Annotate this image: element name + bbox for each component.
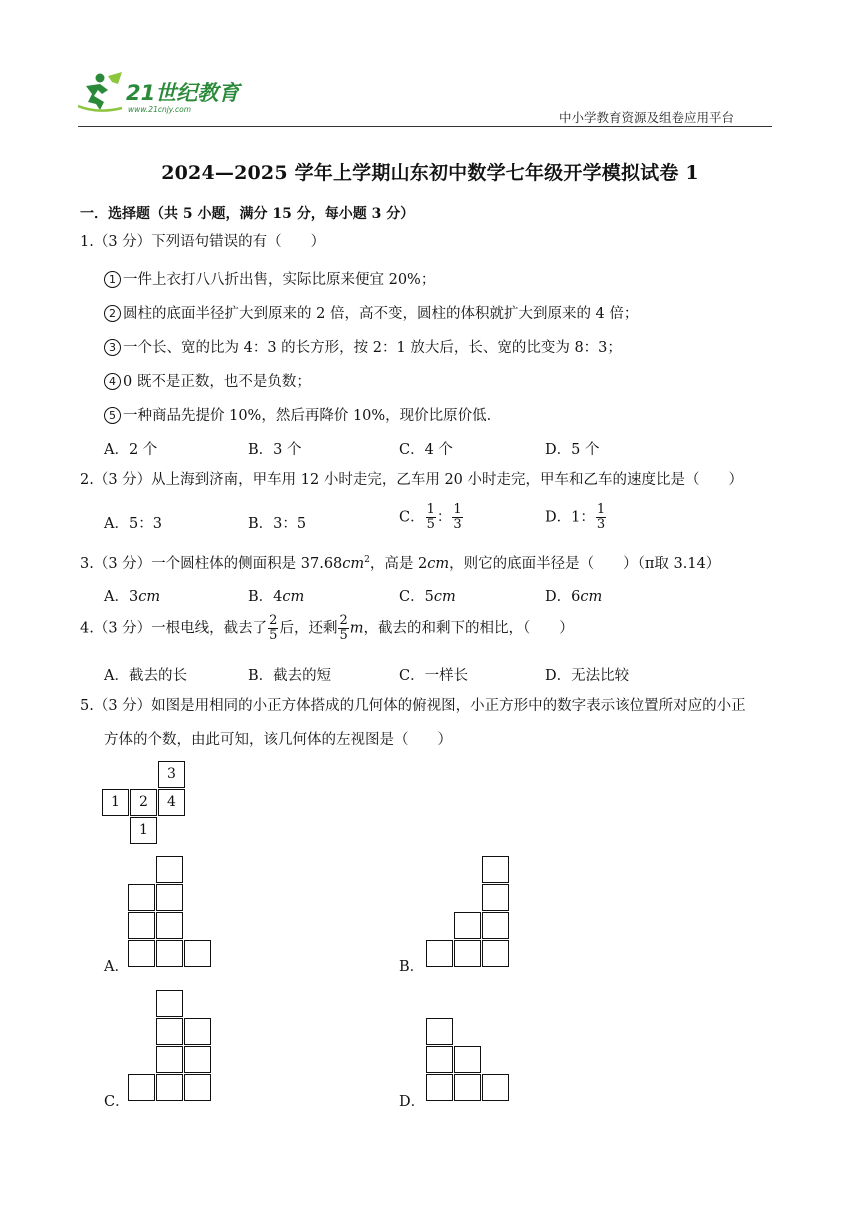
view-square — [156, 912, 183, 939]
q4-stem-part: 后，还剩 — [279, 620, 338, 637]
section-heading: 一．选择题（共 5 小题，满分 15 分，每小题 3 分） — [80, 206, 415, 222]
runner-icon — [78, 72, 122, 111]
option-label: D．1： — [545, 509, 595, 526]
view-square — [454, 1074, 481, 1101]
view-square — [454, 940, 481, 967]
numerator: 1 — [426, 502, 435, 517]
grid-cell: 3 — [158, 761, 185, 788]
superscript: 2 — [364, 555, 370, 565]
logo-main-text: 21世纪教育 — [126, 81, 240, 105]
unit: cm — [138, 589, 161, 605]
unit: cm — [580, 589, 603, 605]
view-square — [454, 912, 481, 939]
view-square — [184, 1046, 211, 1073]
logo-url-text: www.21cnjy.com — [128, 105, 192, 114]
unit: cm — [433, 589, 456, 605]
q1-item-2 — [104, 302, 638, 323]
view-square — [454, 1046, 481, 1073]
q2-option-c[interactable] — [399, 503, 464, 532]
unit: m — [349, 620, 364, 637]
q1-item-3 — [104, 336, 622, 357]
view-square — [426, 1046, 453, 1073]
q1-item-1 — [104, 268, 435, 289]
view-square — [156, 940, 183, 967]
unit: cm — [282, 589, 305, 605]
page-title: 2024—2025 学年上学期山东初中数学七年级开学模拟试卷 1 — [161, 162, 699, 184]
q2-option-a[interactable]: A．5：3 — [104, 516, 162, 532]
q1-item-5 — [104, 404, 501, 425]
q5-option-b-label[interactable]: B． — [399, 959, 425, 975]
q3-stem — [80, 550, 720, 574]
view-square — [482, 1074, 509, 1101]
fraction — [452, 503, 462, 532]
view-square — [482, 856, 509, 883]
view-square — [156, 1018, 183, 1045]
q1-item-text: 一种商品先提价 10%，然后再降价 10%，现价比原价低． — [123, 408, 502, 424]
top-view-grid — [102, 761, 186, 845]
q3-option-c[interactable] — [399, 585, 456, 606]
q4-option-a[interactable]: A．截去的长 — [104, 668, 187, 684]
circled-number: 2 — [104, 305, 121, 322]
option-label: B．4 — [248, 589, 283, 605]
fraction — [426, 503, 436, 532]
circled-number: 3 — [104, 339, 121, 356]
platform-name: 中小学教育资源及组卷应用平台 — [558, 110, 734, 125]
circled-number: 5 — [104, 407, 121, 424]
q3-stem-part: ，则它的底面半径是（ ）（π取 3.14） — [449, 555, 721, 572]
q3-stem-part: 3.（3 分）一个圆柱体的侧面积是 37.68 — [80, 555, 343, 572]
fraction — [596, 503, 606, 532]
grid-cell: 2 — [130, 789, 157, 816]
q2-stem: 2.（3 分）从上海到济南，甲车用 12 小时走完，乙车用 20 小时走完，甲车和乙车的速度比是（ ） — [80, 472, 744, 488]
page-header — [78, 70, 772, 128]
q5-option-c-label[interactable]: C． — [104, 1094, 130, 1110]
q1-option-a[interactable]: A．2 个 — [104, 442, 158, 458]
q2-option-b[interactable]: B．3：5 — [248, 516, 307, 532]
q5-option-c-view[interactable] — [128, 990, 212, 1102]
q3-option-d[interactable] — [545, 585, 602, 606]
view-square — [426, 1018, 453, 1045]
grid-cell: 1 — [130, 817, 157, 844]
fraction — [338, 614, 348, 643]
denominator: 5 — [339, 628, 348, 643]
grid-cell: 4 — [158, 789, 185, 816]
ratio-sep: ： — [436, 509, 452, 526]
view-square — [128, 1074, 155, 1101]
view-square — [156, 990, 183, 1017]
view-square — [184, 940, 211, 967]
view-square — [184, 1018, 211, 1045]
numerator: 1 — [453, 502, 462, 517]
option-label: C． — [399, 509, 425, 526]
q1-option-d[interactable]: D．5 个 — [545, 442, 600, 458]
view-square — [128, 912, 155, 939]
q4-stem-part: ，截去的和剩下的相比，（ ） — [363, 620, 574, 637]
option-label: C．5 — [399, 589, 434, 605]
view-square — [482, 940, 509, 967]
denominator: 3 — [453, 517, 462, 532]
fraction — [268, 614, 278, 643]
option-label: D．6 — [545, 589, 581, 605]
denominator: 3 — [596, 517, 606, 532]
q5-stem-line2: 方体的个数，由此可知，该几何体的左视图是（ ） — [104, 732, 452, 748]
grid-cell: 1 — [102, 789, 129, 816]
unit: cm — [342, 555, 365, 572]
q1-item-text: 圆柱的底面半径扩大到原来的 2 倍，高不变，圆柱的体积就扩大到原来的 4 倍； — [123, 306, 639, 322]
q4-option-b[interactable]: B．截去的短 — [248, 668, 332, 684]
q5-option-a-view[interactable] — [128, 856, 212, 968]
unit: cm — [427, 555, 450, 572]
q1-item-text: 一件上衣打八八折出售，实际比原来便宜 20%； — [123, 272, 436, 288]
option-label: A．3 — [104, 589, 139, 605]
q1-stem: 1.（3 分）下列语句错误的有（ ） — [80, 234, 326, 250]
q1-item-text: 0 既不是正数，也不是负数； — [123, 374, 311, 390]
view-square — [128, 884, 155, 911]
logo-21cnjy — [78, 70, 258, 116]
q3-option-b[interactable] — [248, 585, 304, 606]
q4-option-d[interactable]: D．无法比较 — [545, 668, 630, 684]
circled-number: 1 — [104, 271, 121, 288]
view-square — [482, 912, 509, 939]
denominator: 5 — [426, 517, 435, 532]
q5-option-b-view[interactable] — [426, 856, 510, 968]
q5-option-a-label[interactable]: A． — [104, 959, 129, 975]
view-square — [184, 1074, 211, 1101]
view-square — [128, 940, 155, 967]
numerator: 1 — [596, 502, 606, 517]
q1-option-b[interactable]: B．3 个 — [248, 442, 302, 458]
view-square — [156, 1074, 183, 1101]
numerator: 2 — [269, 613, 278, 628]
q3-option-a[interactable] — [104, 585, 160, 606]
view-square — [156, 856, 183, 883]
q4-stem-part: 4.（3 分）一根电线，截去了 — [80, 620, 268, 637]
header-divider — [78, 126, 772, 127]
q4-stem — [80, 614, 574, 643]
q3-stem-part: ，高是 2 — [369, 555, 428, 572]
denominator: 5 — [269, 628, 278, 643]
view-square — [426, 940, 453, 967]
q5-option-d-label[interactable]: D． — [399, 1094, 426, 1110]
numerator: 2 — [339, 613, 348, 628]
circled-number: 4 — [104, 373, 121, 390]
q2-option-d[interactable] — [545, 503, 607, 532]
q5-option-d-view[interactable] — [426, 990, 510, 1102]
q1-item-4 — [104, 370, 311, 391]
q1-option-c[interactable]: C．4 个 — [399, 442, 453, 458]
q4-option-c[interactable]: C．一样长 — [399, 668, 469, 684]
q1-item-text: 一个长、宽的比为 4：3 的长方形，按 2：1 放大后，长、宽的比变为 8：3； — [123, 340, 622, 356]
view-square — [426, 1074, 453, 1101]
view-square — [482, 884, 509, 911]
view-square — [156, 884, 183, 911]
q5-stem-line1: 5.（3 分）如图是用相同的小正方体搭成的几何体的俯视图，小正方形中的数字表示该位置所对应的小正 — [80, 698, 746, 714]
view-square — [156, 1046, 183, 1073]
